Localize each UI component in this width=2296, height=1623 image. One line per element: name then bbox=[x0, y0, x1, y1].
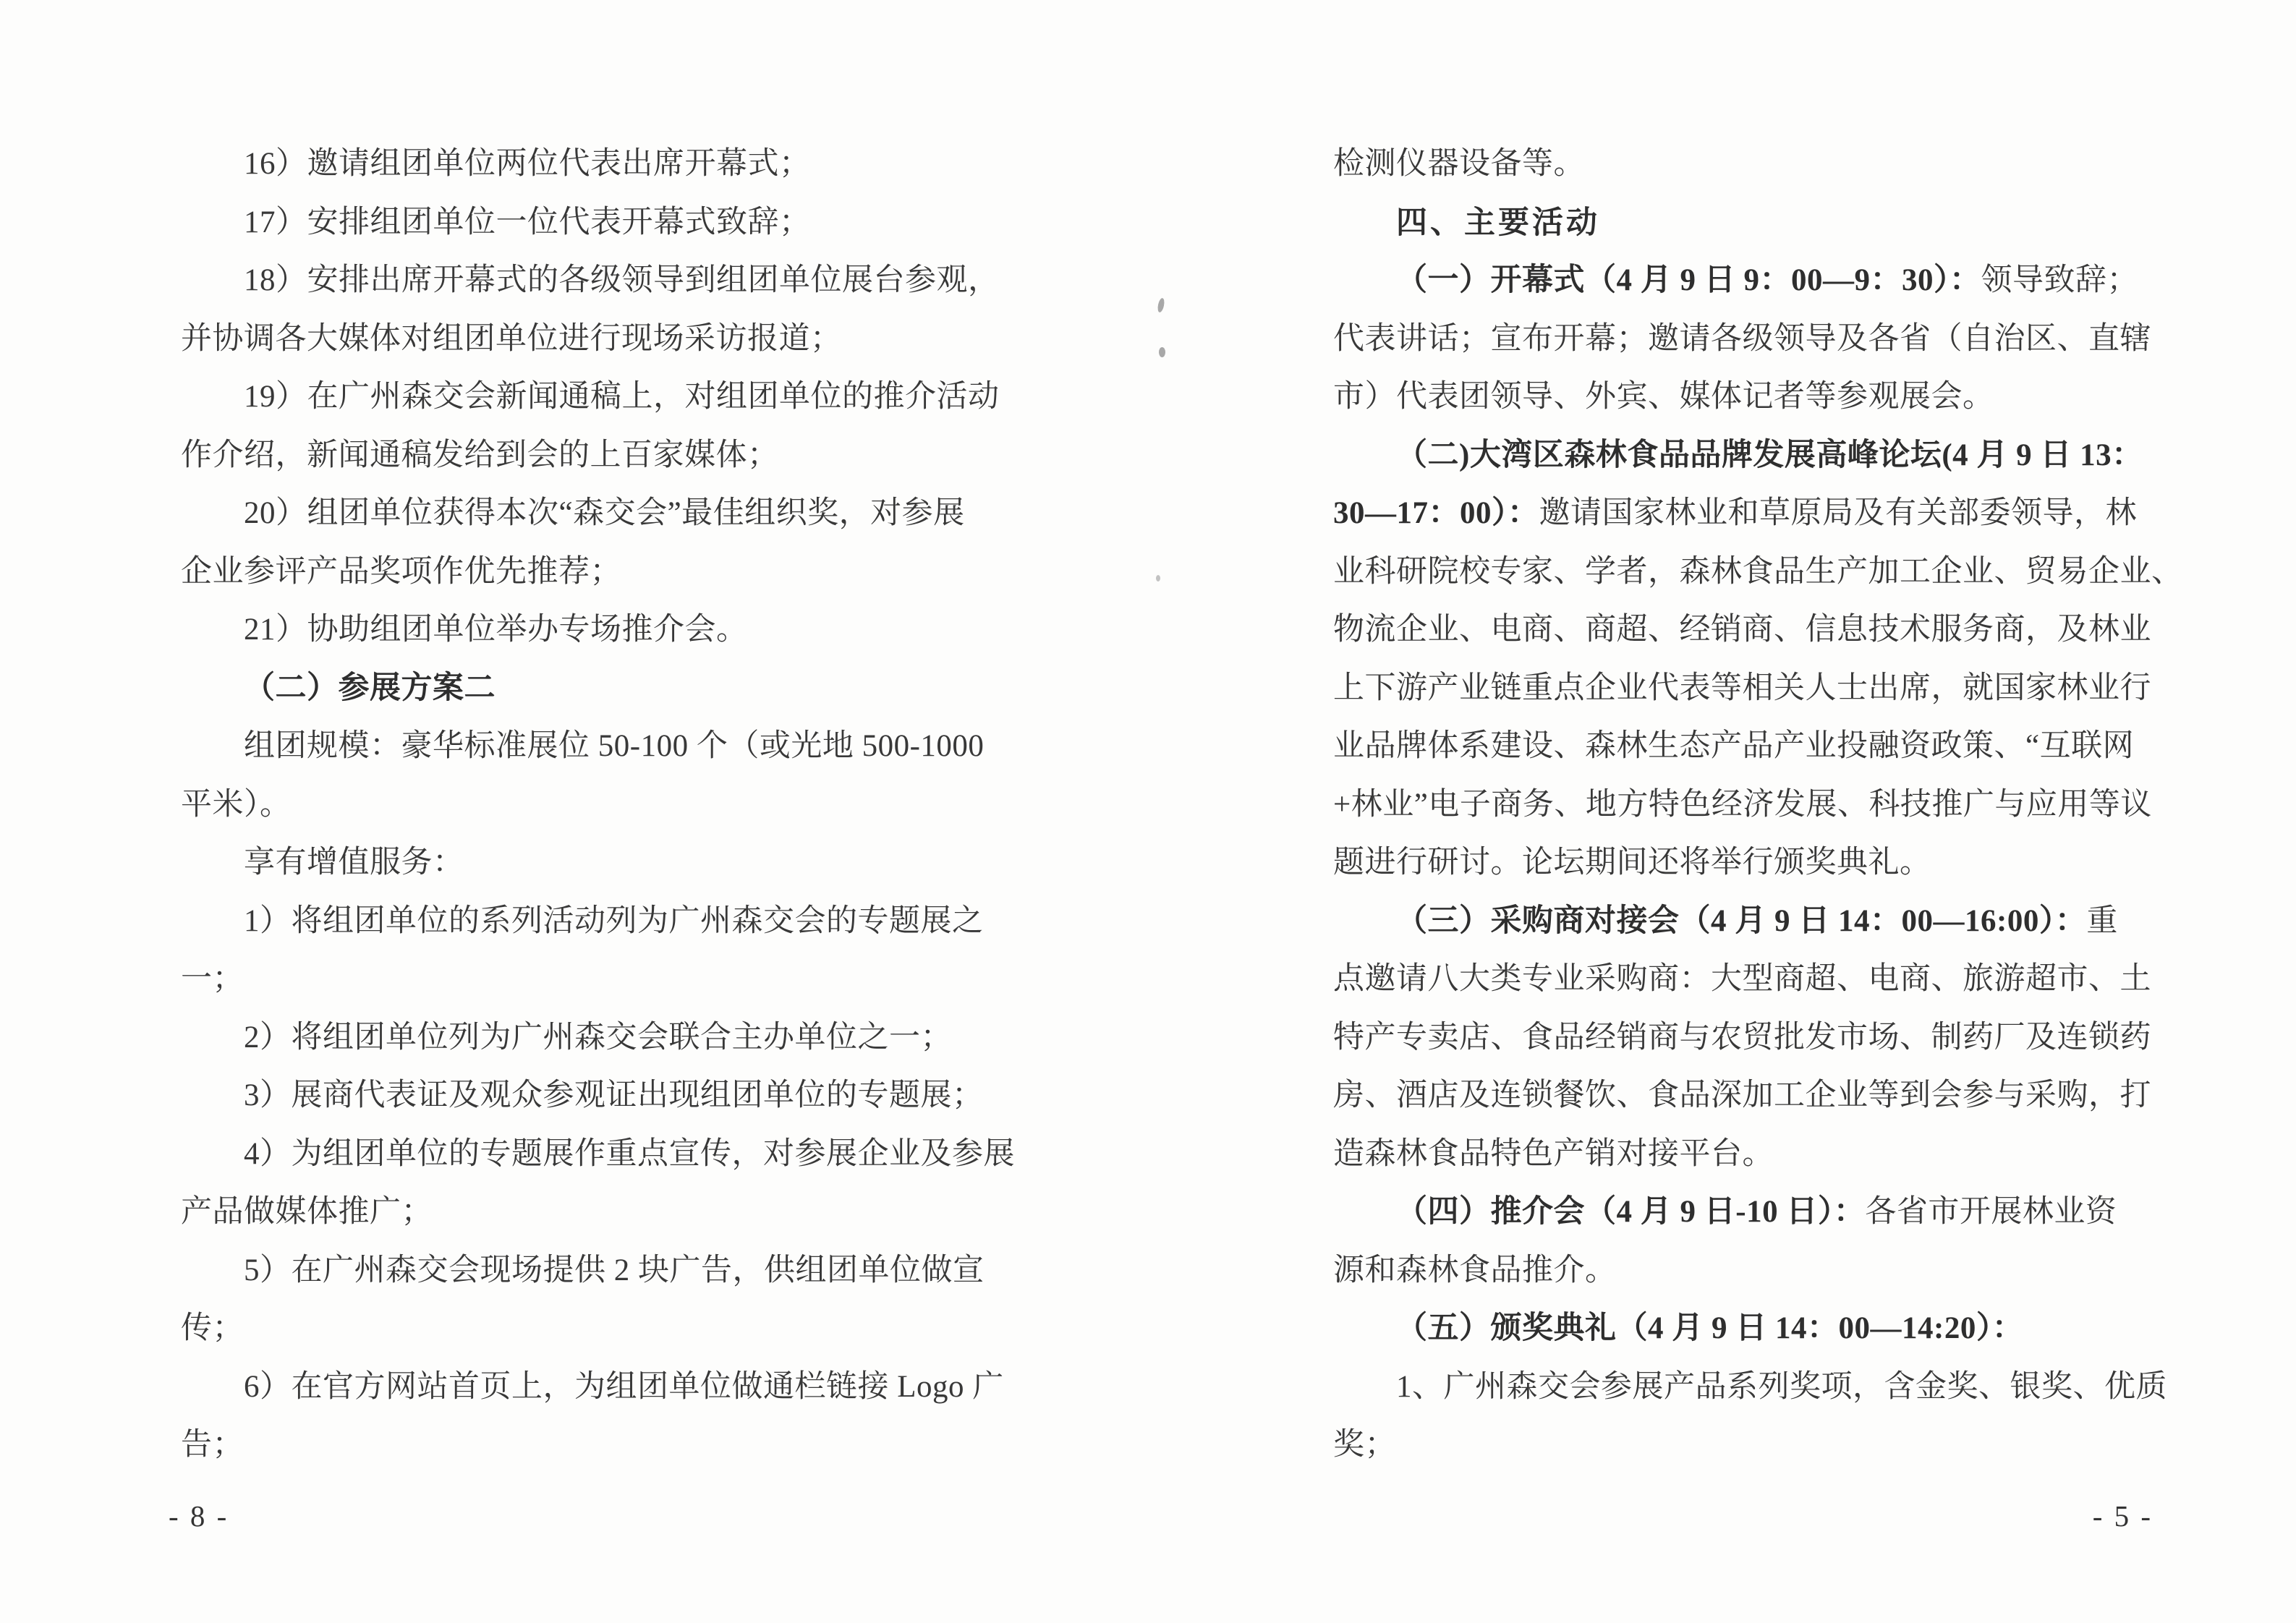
text-line bbox=[1333, 1067, 2259, 1125]
text-segment: 享有增值服务： bbox=[244, 845, 464, 879]
text-segment: 作介绍，新闻通稿发给到会的上百家媒体； bbox=[181, 438, 779, 472]
text-line bbox=[181, 1125, 1107, 1184]
text-segment: （五）颁奖典礼（4 月 9 日 14：00—14:20）： bbox=[1396, 1311, 2024, 1345]
text-segment: 造森林食品特色产销对接平台。 bbox=[1333, 1136, 1774, 1171]
text-segment: 企业参评产品奖项作优先推荐； bbox=[181, 554, 621, 589]
page-right-text bbox=[1333, 135, 2259, 1475]
text-segment: 领导致辞； bbox=[1981, 263, 2138, 297]
text-line bbox=[1333, 1300, 2259, 1358]
scan-speck bbox=[1157, 297, 1165, 312]
text-line bbox=[181, 1009, 1107, 1068]
text-segment: 1）将组团单位的系列活动列为广州森交会的专题展之 bbox=[244, 903, 984, 938]
text-line bbox=[181, 660, 1107, 718]
text-line bbox=[1333, 1009, 2259, 1068]
text-line bbox=[181, 485, 1107, 543]
text-segment: 4）为组团单位的专题展作重点宣传，对参展企业及参展 bbox=[244, 1136, 1015, 1171]
text-segment: 30—17：00）： bbox=[1333, 496, 1539, 530]
text-segment: 点邀请八大类专业采购商：大型商超、电商、旅游超市、土 bbox=[1333, 962, 2151, 996]
text-line bbox=[1333, 194, 2259, 252]
text-line bbox=[181, 310, 1107, 369]
text-line bbox=[1333, 485, 2259, 543]
text-segment: 代表讲话；宣布开幕；邀请各级领导及各省（自治区、直辖 bbox=[1333, 321, 2151, 356]
text-segment: 20）组团单位获得本次“森交会”最佳组织奖，对参展 bbox=[244, 496, 965, 530]
text-segment: 特产专卖店、食品经销商与农贸批发市场、制药厂及连锁药 bbox=[1333, 1020, 2151, 1055]
text-segment: 检测仪器设备等。 bbox=[1333, 147, 1585, 181]
text-segment: 上下游产业链重点企业代表等相关人士出席，就国家林业行 bbox=[1333, 670, 2151, 705]
text-segment: 四、主要活动 bbox=[1396, 205, 1600, 240]
text-line bbox=[1333, 310, 2259, 369]
text-segment: 一； bbox=[181, 962, 244, 996]
text-line bbox=[1333, 1358, 2259, 1417]
text-line bbox=[181, 601, 1107, 660]
text-line bbox=[1333, 660, 2259, 718]
scan-speck bbox=[1159, 347, 1165, 357]
text-line bbox=[1333, 950, 2259, 1009]
text-line bbox=[181, 893, 1107, 951]
text-segment: 物流企业、电商、商超、经销商、信息技术服务商，及林业 bbox=[1333, 613, 2151, 647]
text-line bbox=[181, 1416, 1107, 1475]
text-line bbox=[181, 1183, 1107, 1242]
text-line bbox=[181, 1300, 1107, 1358]
text-segment: 各省市开展林业资 bbox=[1865, 1195, 2117, 1229]
text-line bbox=[1333, 893, 2259, 951]
text-segment: 组团规模：豪华标准展位 50-100 个（或光地 500-1000 bbox=[244, 729, 985, 763]
text-line bbox=[181, 368, 1107, 427]
text-segment: 题进行研讨。论坛期间还将举行颁奖典礼。 bbox=[1333, 845, 1931, 879]
text-line bbox=[1333, 1242, 2259, 1300]
text-segment: 3）展商代表证及观众参观证出现组团单位的专题展； bbox=[244, 1078, 984, 1112]
text-line bbox=[1333, 834, 2259, 893]
text-line bbox=[181, 1067, 1107, 1125]
text-segment: 告； bbox=[181, 1428, 244, 1462]
scan-speck bbox=[1156, 575, 1160, 582]
text-line bbox=[181, 776, 1107, 835]
text-segment: 2）将组团单位列为广州森交会联合主办单位之一； bbox=[244, 1020, 952, 1055]
text-segment: 17）安排组团单位一位代表开幕式致辞； bbox=[244, 205, 811, 239]
text-segment: 业品牌体系建设、森林生态产品产业投融资政策、“互联网 bbox=[1333, 729, 2135, 763]
text-segment: 产品做媒体推广； bbox=[181, 1195, 433, 1229]
text-segment: 18）安排出席开幕式的各级领导到组团单位展台参观， bbox=[244, 263, 1000, 297]
text-line bbox=[1333, 543, 2259, 602]
text-segment: （四）推介会（4 月 9 日-10 日）： bbox=[1396, 1195, 1866, 1229]
text-line bbox=[1333, 1183, 2259, 1242]
text-line bbox=[1333, 368, 2259, 427]
text-line bbox=[181, 252, 1107, 310]
text-segment: 21）协助组团单位举办专场推介会。 bbox=[244, 613, 748, 647]
text-line bbox=[1333, 427, 2259, 485]
text-line bbox=[1333, 1125, 2259, 1184]
text-line bbox=[1333, 776, 2259, 835]
text-segment: 并协调各大媒体对组团单位进行现场采访报道； bbox=[181, 321, 842, 356]
text-line bbox=[181, 1242, 1107, 1300]
text-line bbox=[181, 135, 1107, 194]
text-segment: 市）代表团领导、外宾、媒体记者等参观展会。 bbox=[1333, 380, 1994, 414]
text-segment: 传； bbox=[181, 1311, 244, 1345]
text-segment: （一）开幕式（4 月 9 日 9：00—9：30）： bbox=[1396, 263, 1981, 297]
text-segment: 源和森林食品推介。 bbox=[1333, 1253, 1617, 1287]
text-segment: 5）在广州森交会现场提供 2 块广告，供组团单位做宣 bbox=[244, 1253, 985, 1287]
text-segment: 16）邀请组团单位两位代表出席开幕式； bbox=[244, 147, 811, 181]
text-segment: （三）采购商对接会（4 月 9 日 14：00—16:00）： bbox=[1396, 903, 2087, 938]
text-line bbox=[1333, 601, 2259, 660]
text-segment: 19）在广州森交会新闻通稿上，对组团单位的推介活动 bbox=[244, 380, 1000, 414]
text-line bbox=[181, 717, 1107, 776]
text-segment: 6）在官方网站首页上，为组团单位做通栏链接 Logo 广 bbox=[244, 1369, 1004, 1404]
text-segment: +林业”电子商务、地方特色经济发展、科技推广与应用等议 bbox=[1333, 787, 2152, 822]
text-segment: （二）参展方案二 bbox=[244, 670, 496, 705]
text-line bbox=[1333, 717, 2259, 776]
text-line bbox=[181, 834, 1107, 893]
text-line bbox=[181, 427, 1107, 485]
text-line bbox=[1333, 1416, 2259, 1475]
text-segment: 平米）。 bbox=[181, 787, 292, 822]
text-line bbox=[1333, 252, 2259, 310]
text-segment: 业科研院校专家、学者，森林食品生产加工企业、贸易企业、 bbox=[1333, 554, 2183, 589]
text-segment: 1、广州森交会参展产品系列奖项，含金奖、银奖、优质 bbox=[1396, 1369, 2167, 1404]
text-segment: 房、酒店及连锁餐饮、食品深加工企业等到会参与采购，打 bbox=[1333, 1078, 2151, 1112]
text-line bbox=[1333, 135, 2259, 194]
text-line bbox=[181, 1358, 1107, 1417]
text-segment: 奖； bbox=[1333, 1428, 1396, 1462]
page-number-left: - 8 - bbox=[169, 1499, 229, 1533]
text-segment: 邀请国家林业和草原局及有关部委领导，林 bbox=[1539, 496, 2137, 530]
text-segment: （二)大湾区森林食品品牌发展高峰论坛(4 月 9 日 13： bbox=[1396, 438, 2143, 472]
page-left-text bbox=[181, 135, 1107, 1475]
text-line bbox=[181, 543, 1107, 602]
text-line bbox=[181, 950, 1107, 1009]
text-line bbox=[181, 194, 1107, 252]
text-segment: 重 bbox=[2086, 903, 2118, 938]
page-number-right: - 5 - bbox=[2092, 1499, 2153, 1533]
